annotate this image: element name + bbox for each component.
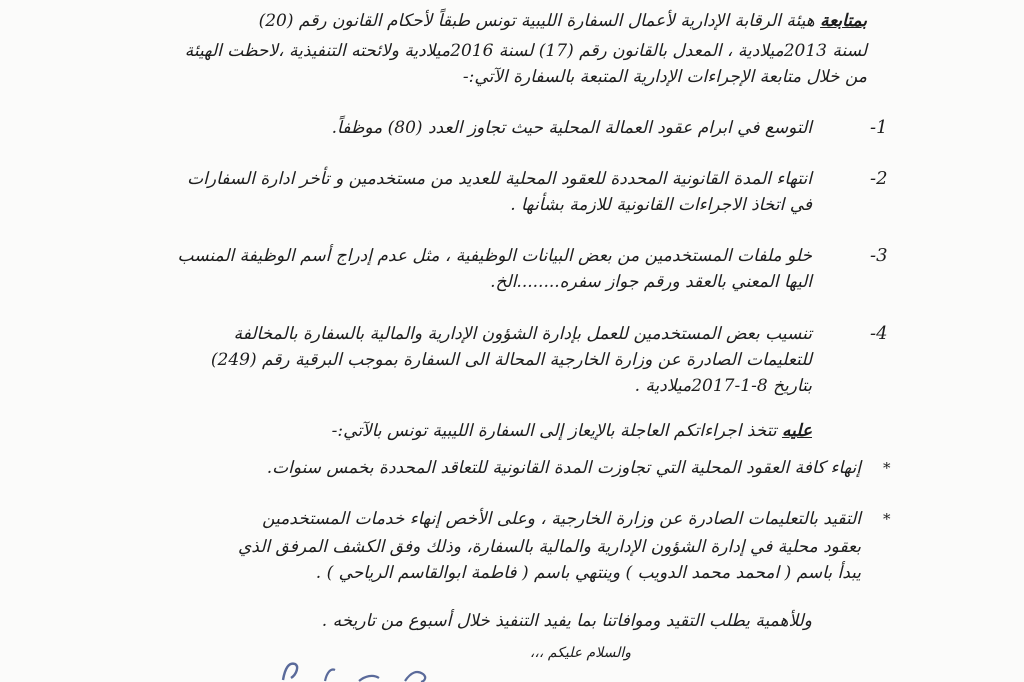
bullet-2-symbol: * — [883, 510, 891, 528]
directive-lead-word: عليه — [781, 421, 812, 441]
item-1-line-1: التوسع في ابرام عقود العمالة المحلية حيث تجاوز العدد (80) موظفاً. — [331, 118, 812, 138]
item-1-number: -1 — [870, 117, 888, 138]
item-4-line-1: تنسيب بعض المستخدمين للعمل بإدارة الشؤون الإدارية والمالية بالسفارة بالمخالفة — [233, 324, 812, 344]
intro-line-2: لسنة 2013ميلادية ، المعدل بالقانون رقم (17) لسنة 2016ميلادية ولائحته التنفيذية ،لاحظت الهيئة — [184, 41, 867, 61]
bullet-1-line-1: إنهاء كافة العقود المحلية التي تجاوزت المدة القانونية للتعاقد المحددة بخمس سنوات. — [266, 458, 861, 478]
item-2-line-2: في اتخاذ الاجراءات القانونية للازمة بشأنها . — [510, 195, 812, 215]
item-2-number: -2 — [870, 168, 888, 189]
bullet-2-line-1: التقيد بالتعليمات الصادرة عن وزارة الخارجية ، وعلى الأخص إنهاء خدمات المستخدمين — [262, 509, 861, 529]
intro-line-1 — [259, 10, 867, 32]
bullet-2-line-2: بعقود محلية في إدارة الشؤون الإدارية والمالية بالسفارة، وذلك وفق الكشف المرفق الذي — [237, 537, 861, 557]
item-2-line-1: انتهاء المدة القانونية المحددة للعقود المحلية للعديد من مستخدمين و تأخر ادارة السفارات — [187, 169, 812, 189]
directive-line — [332, 420, 812, 442]
item-3-number: -3 — [870, 245, 888, 266]
directive-text: تتخذ اجراءاتكم العاجلة بالإيعاز إلى السفارة الليبية تونس بالآتي:- — [331, 421, 777, 441]
item-4-line-2: للتعليمات الصادرة عن وزارة الخارجية المحالة الى السفارة بموجب البرقية رقم (249) — [210, 350, 812, 370]
closing-line: وللأهمية يطلب التقيد وموافاتنا بما يفيد التنفيذ خلال أسبوع من تاريخه . — [321, 611, 812, 631]
intro-lead-word: بمتابعة — [820, 11, 867, 31]
item-3-line-2: اليها المعني بالعقد ورقم جواز سفره........الخ. — [490, 272, 812, 292]
item-4-number: -4 — [870, 323, 888, 344]
intro-line-1-text: هيئة الرقابة الإدارية لأعمال السفارة الليبية تونس طبقاً لأحكام القانون رقم (20) — [258, 11, 815, 31]
signature-mark — [255, 650, 455, 682]
bullet-2-line-3: يبدأ باسم ( امحمد محمد الدويب ) وينتهي باسم ( فاطمة ابوالقاسم الرياحي ) . — [315, 563, 861, 583]
salutation: والسلام عليكم ،،، — [529, 645, 631, 661]
bullet-1-symbol: * — [883, 459, 891, 477]
intro-line-3: من خلال متابعة الإجراءات الإدارية المتبعة بالسفارة الآتي:- — [462, 67, 867, 87]
item-4-line-3: بتاريخ 8-1-2017ميلادية . — [634, 376, 812, 396]
item-3-line-1: خلو ملفات المستخدمين من بعض البيانات الوظيفية ، مثل عدم إدراج أسم الوظيفة المنسب — [177, 246, 812, 266]
